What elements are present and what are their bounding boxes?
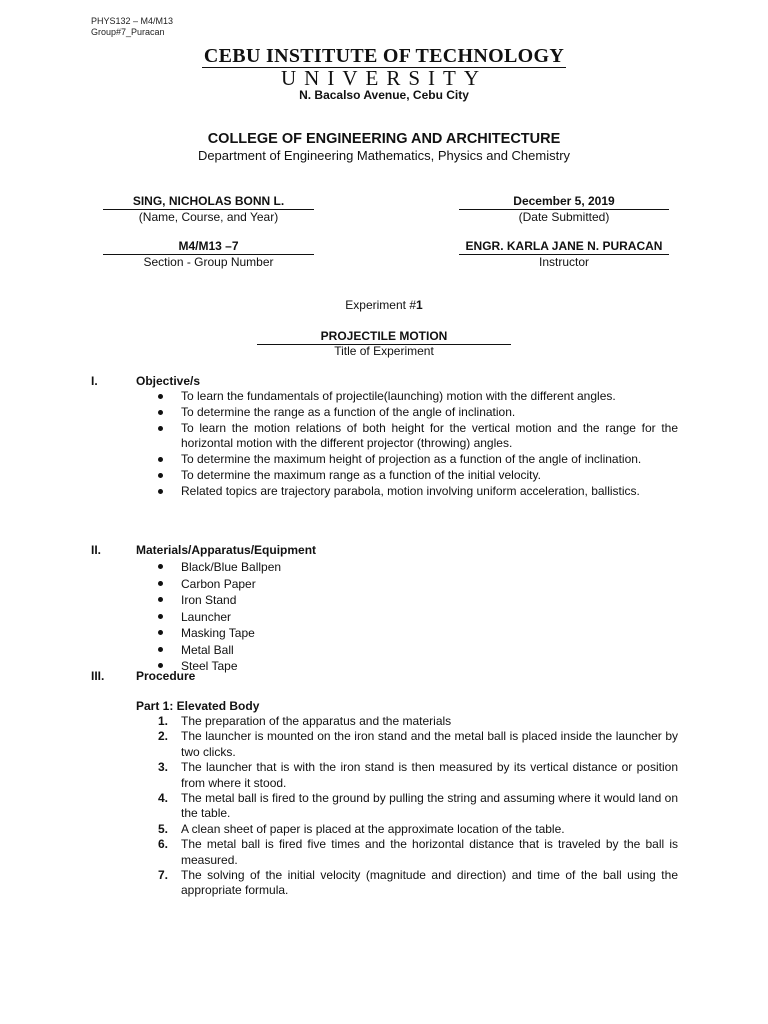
list-item — [158, 791, 678, 822]
list-item — [158, 868, 678, 899]
list-item — [158, 468, 678, 483]
date-field — [459, 194, 669, 224]
section-value: M4/M13 –7 — [103, 239, 314, 255]
objective-text: To learn the motion relations of both height for the vertical motion and the range for the horizontal motion with the different projector (throwing) angles. — [181, 420, 678, 451]
objectives-list — [158, 389, 678, 500]
experiment-label: Experiment # — [345, 298, 416, 312]
list-item — [158, 837, 678, 868]
list-item — [158, 559, 678, 575]
list-item — [158, 714, 678, 729]
material-text: Launcher — [181, 609, 232, 624]
procedure-part-title: Part 1: Elevated Body — [136, 699, 260, 713]
list-item — [158, 642, 678, 658]
bullet-icon — [158, 489, 163, 494]
materials-title: Materials/Apparatus/Equipment — [136, 543, 317, 557]
list-item — [158, 484, 678, 499]
list-item — [158, 452, 678, 467]
experiment-num: 1 — [416, 298, 423, 312]
list-item — [158, 592, 678, 608]
college-name: COLLEGE OF ENGINEERING AND ARCHITECTURE — [207, 131, 561, 147]
step-text: The preparation of the apparatus and the materials — [181, 714, 452, 728]
experiment-number — [0, 298, 768, 312]
date-label: (Date Submitted) — [518, 210, 610, 224]
bullet-icon — [158, 614, 163, 619]
bullet-icon — [158, 426, 163, 431]
step-text: A clean sheet of paper is placed at the approximate location of the table. — [181, 821, 565, 836]
material-text: Carbon Paper — [181, 576, 256, 591]
bullet-icon — [158, 597, 163, 602]
procedure-number: III. — [91, 669, 105, 683]
objective-text: To learn the fundamentals of projectile(launching) motion with the different angles. — [181, 389, 616, 403]
objective-text: Related topics are trajectory parabola, motion involving uniform acceleration, ballistics. — [181, 483, 640, 498]
name-field — [103, 194, 314, 224]
list-item — [158, 625, 678, 641]
list-item — [158, 760, 678, 791]
section-field — [103, 239, 314, 269]
material-text: Iron Stand — [181, 593, 237, 607]
step-text: The solving of the initial velocity (magnitude and direction) and time of the ball using the appropriate formula. — [181, 868, 678, 898]
school-address: N. Bacalso Avenue, Cebu City — [299, 88, 469, 102]
list-item — [158, 822, 678, 837]
step-number: 5. — [158, 821, 169, 836]
instructor-label: Instructor — [538, 255, 589, 269]
step-text: The launcher that is with the iron stand is then measured by its vertical distance or position from where it stood. — [181, 760, 678, 790]
bullet-icon — [158, 394, 163, 399]
list-item — [158, 658, 678, 674]
list-item — [158, 405, 678, 420]
material-text: Steel Tape — [181, 659, 238, 673]
step-number: 6. — [158, 837, 169, 852]
list-item — [158, 729, 678, 760]
bullet-icon — [158, 581, 163, 586]
department-name: Department of Engineering Mathematics, Physics and Chemistry — [197, 148, 571, 163]
step-text: The metal ball is fired to the ground by pulling the string and assuming where it would land on the table. — [181, 791, 678, 821]
instructor-value: ENGR. KARLA JANE N. PURACAN — [459, 239, 669, 255]
bullet-icon — [158, 457, 163, 462]
bullet-icon — [158, 663, 163, 668]
step-number: 1. — [158, 714, 169, 728]
bullet-icon — [158, 630, 163, 635]
step-number: 4. — [158, 791, 169, 806]
objective-text: To determine the maximum range as a function of the initial velocity. — [181, 468, 541, 483]
step-number: 2. — [158, 729, 169, 744]
list-item — [158, 576, 678, 592]
materials-list — [158, 559, 678, 675]
name-value: SING, NICHOLAS BONN L. — [103, 194, 314, 210]
material-text: Metal Ball — [181, 642, 234, 657]
step-number: 7. — [158, 868, 169, 883]
step-number: 3. — [158, 760, 169, 775]
objectives-number: I. — [91, 374, 98, 388]
section-label: Section - Group Number — [143, 255, 274, 269]
school-university: UNIVERSITY — [281, 66, 487, 90]
bullet-icon — [158, 410, 163, 415]
bullet-icon — [158, 473, 163, 478]
list-item — [158, 609, 678, 625]
school-name — [0, 45, 768, 68]
objective-text: To determine the maximum height of projection as a function of the angle of inclination. — [181, 452, 642, 467]
step-text: The launcher is mounted on the iron stand and the metal ball is placed inside the launcher by two clicks. — [181, 729, 678, 759]
material-text: Masking Tape — [181, 626, 255, 640]
list-item — [158, 421, 678, 452]
materials-number: II. — [91, 543, 102, 557]
step-text: The metal ball is fired five times and the horizontal distance that is traveled by the ball is measured. — [181, 837, 678, 867]
objectives-title: Objective/s — [136, 374, 201, 388]
experiment-title-label: Title of Experiment — [334, 344, 434, 358]
date-value: December 5, 2019 — [459, 194, 669, 210]
name-label: (Name, Course, and Year) — [138, 210, 279, 224]
bullet-icon — [158, 564, 163, 569]
header-course: PHYS132 – M4/M13 — [91, 16, 174, 26]
instructor-field — [459, 239, 669, 269]
bullet-icon — [158, 647, 163, 652]
experiment-title: PROJECTILE MOTION — [257, 329, 511, 345]
material-text: Black/Blue Ballpen — [181, 560, 282, 574]
header-group: Group#7_Puracan — [91, 27, 165, 37]
objective-text: To determine the range as a function of the angle of inclination. — [181, 404, 516, 419]
procedure-title: Procedure — [136, 669, 196, 683]
procedure-steps — [158, 714, 678, 899]
school-name-text: CEBU INSTITUTE OF TECHNOLOGY — [203, 45, 565, 67]
list-item — [158, 389, 678, 404]
